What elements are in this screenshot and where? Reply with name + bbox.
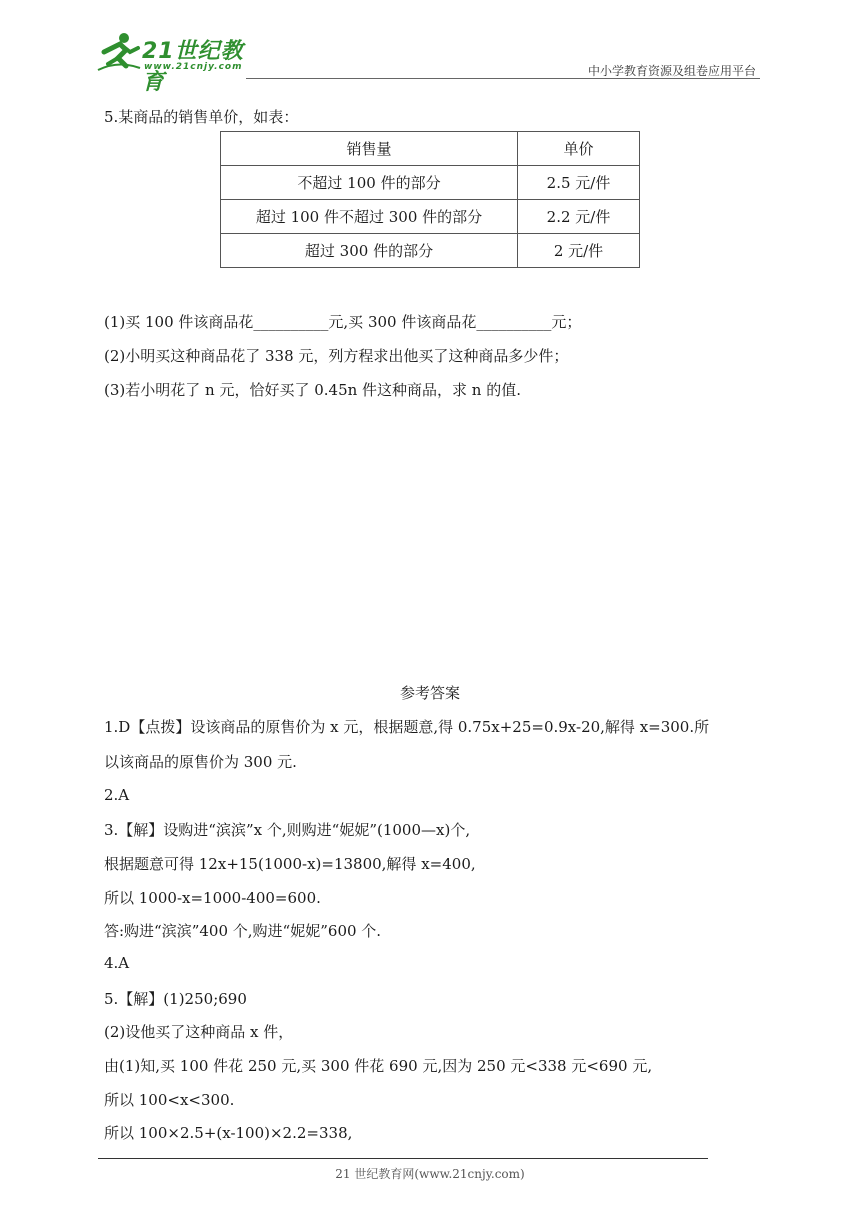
table-cell: 超过 100 件不超过 300 件的部分 xyxy=(221,200,518,234)
table-header-cell: 单价 xyxy=(518,132,640,166)
answers-title: 参考答案 xyxy=(399,684,460,702)
table-cell: 2.2 元/件 xyxy=(518,200,640,234)
table-row xyxy=(221,200,640,234)
answer-line: 所以 1000-x=1000-400=600. xyxy=(104,889,321,907)
answer-line: 所以 100×2.5+(x-100)×2.2=338, xyxy=(104,1124,353,1142)
answer-line: 所以 100<x<300. xyxy=(104,1091,235,1109)
header-tagline: 中小学教育资源及组卷应用平台 xyxy=(587,64,756,78)
answer-line: 以该商品的原售价为 300 元. xyxy=(104,753,297,771)
answer-line: 2.A xyxy=(104,786,130,804)
question-title: 5.某商品的销售单价，如表： xyxy=(104,108,299,126)
footer-text: 21 世纪教育网(www.21cnjy.com) xyxy=(335,1167,525,1181)
answer-line: 由(1)知,买 100 件花 250 元,买 300 件花 690 元,因为 250 元<338 元<690 元, xyxy=(104,1057,653,1075)
footer-divider xyxy=(98,1158,708,1159)
answer-line: 4.A xyxy=(104,954,130,972)
runner-logo-icon xyxy=(96,30,142,76)
table-cell: 不超过 100 件的部分 xyxy=(221,166,518,200)
table-cell: 2.5 元/件 xyxy=(518,166,640,200)
header-divider xyxy=(246,78,760,79)
logo xyxy=(96,30,266,95)
answer-line: 5.【解】(1)250;690 xyxy=(104,990,247,1008)
sub-question-2: (2)小明买这种商品花了 338 元，列方程求出他买了这种商品多少件； xyxy=(104,347,569,365)
logo-url: www.21cnjy.com xyxy=(144,62,243,72)
logo-text: 21世纪教育 xyxy=(142,39,244,95)
table-header-row xyxy=(221,132,640,166)
answer-line: 根据题意可得 12x+15(1000-x)=13800,解得 x=400, xyxy=(104,855,476,873)
sub-question-3: (3)若小明花了 n 元，恰好买了 0.45n 件这种商品，求 n 的值. xyxy=(104,381,522,399)
table-row xyxy=(221,234,640,268)
page-header xyxy=(96,30,760,95)
sub-question-1: (1)买 100 件该商品花__________元,买 300 件该商品花__________元； xyxy=(104,313,582,331)
table-header-cell: 销售量 xyxy=(221,132,518,166)
price-table xyxy=(220,131,640,268)
answer-line: (2)设他买了这种商品 x 件， xyxy=(104,1023,294,1041)
answer-line: 答:购进“滨滨”400 个,购进“妮妮”600 个. xyxy=(104,922,382,940)
answer-line: 1.D【点拨】设该商品的原售价为 x 元，根据题意,得 0.75x+25=0.9x-20,解得 x=300.所 xyxy=(104,718,710,736)
table-cell: 超过 300 件的部分 xyxy=(221,234,518,268)
table-row xyxy=(221,166,640,200)
answer-line: 3.【解】设购进“滨滨”x 个,则购进“妮妮”(1000—x)个, xyxy=(104,821,471,839)
table-cell: 2 元/件 xyxy=(518,234,640,268)
